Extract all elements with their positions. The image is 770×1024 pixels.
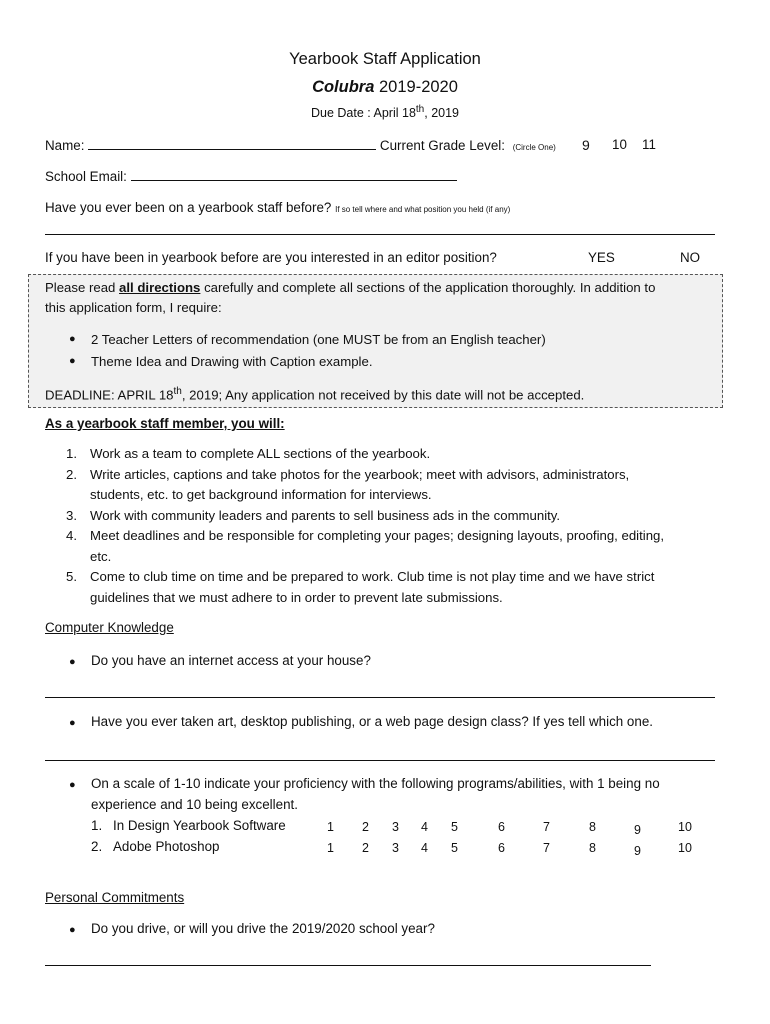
deadline-text: DEADLINE: APRIL 18 xyxy=(45,387,174,403)
duty-text: guidelines that we must adhere to in order to prevent late submissions. xyxy=(90,589,503,605)
program-number: 2. xyxy=(91,839,103,854)
rating-option[interactable]: 2 xyxy=(362,820,369,834)
rating-option[interactable]: 8 xyxy=(589,820,596,834)
staff-answer-line[interactable] xyxy=(45,234,715,235)
duty-item xyxy=(66,465,770,506)
email-label: School Email: xyxy=(45,169,127,184)
rating-option[interactable]: 5 xyxy=(451,841,458,855)
grade-option-9[interactable]: 9 xyxy=(582,137,590,153)
computer-heading: Computer Knowledge xyxy=(45,620,174,635)
duty-item xyxy=(66,567,770,608)
proficiency-question-line-1: On a scale of 1-10 indicate your proficiency with the following programs/abilities, with 1 being no xyxy=(91,776,660,791)
school-year: 2019-2020 xyxy=(379,78,458,96)
rating-option[interactable]: 10 xyxy=(678,841,692,855)
rating-option[interactable]: 5 xyxy=(451,820,458,834)
directions-lead: Please read xyxy=(45,280,120,295)
due-date-year: , 2019 xyxy=(424,106,460,121)
internet-question: Do you have an internet access at your house? xyxy=(91,653,371,668)
due-date-text: Due Date : April 18 xyxy=(310,106,416,121)
duty-number: 1. xyxy=(66,446,77,461)
grade-label: Current Grade Level: xyxy=(379,138,505,153)
duties-list xyxy=(45,444,770,608)
duty-item xyxy=(66,444,770,465)
rating-option[interactable]: 8 xyxy=(589,841,596,855)
name-label: Name: xyxy=(45,138,85,153)
personal-heading: Personal Commitments xyxy=(45,890,185,905)
email-row xyxy=(45,168,457,184)
drive-question: Do you drive, or will you drive the 2019/2020 school year? xyxy=(91,921,435,936)
deadline-rest: , 2019; Any application not received by this date will not be accepted. xyxy=(181,387,585,403)
duty-text: Meet deadlines and be responsible for completing your pages; designing layouts, proofing, editing, xyxy=(90,528,665,543)
duties-heading: As a yearbook staff member, you will: xyxy=(45,416,285,431)
duty-number: 3. xyxy=(66,507,77,523)
duty-item xyxy=(66,526,770,567)
rating-option[interactable]: 1 xyxy=(327,841,334,855)
staff-question-row xyxy=(45,200,510,215)
rating-option[interactable]: 6 xyxy=(498,841,505,855)
name-field[interactable] xyxy=(88,137,376,150)
duty-number: 4. xyxy=(66,528,77,543)
rating-option[interactable]: 9 xyxy=(634,823,641,837)
rating-option[interactable]: 4 xyxy=(421,820,428,834)
deadline-notice xyxy=(45,382,584,405)
page-subtitle xyxy=(0,78,770,97)
grade-hint: (Circle One) xyxy=(512,143,556,152)
duty-text: Work with community leaders and parents to sell business ads in the community. xyxy=(90,507,561,523)
directions-line-2: this application form, I require: xyxy=(45,300,222,315)
duty-text: Work as a team to complete ALL sections of the yearbook. xyxy=(90,446,431,461)
publication-name: Colubra xyxy=(312,78,375,96)
staff-hint: If so tell where and what position you held (if any) xyxy=(335,205,511,214)
bullet-icon: ● xyxy=(69,779,76,791)
editor-no[interactable]: NO xyxy=(680,250,701,265)
duty-text: etc. xyxy=(90,548,112,564)
deadline-sup: th xyxy=(173,386,182,397)
program-name: Adobe Photoshop xyxy=(113,839,220,854)
editor-yes[interactable]: YES xyxy=(588,250,615,265)
grade-option-10[interactable]: 10 xyxy=(612,137,627,152)
directions-line-1 xyxy=(45,278,655,298)
program-number: 1. xyxy=(91,818,103,833)
rating-option[interactable]: 3 xyxy=(392,820,399,834)
rating-option[interactable]: 4 xyxy=(421,841,428,855)
rating-option[interactable]: 7 xyxy=(543,820,550,834)
rating-option[interactable]: 2 xyxy=(362,841,369,855)
rating-option[interactable]: 10 xyxy=(678,820,692,834)
rating-option[interactable]: 6 xyxy=(498,820,505,834)
staff-question: Have you ever been on a yearbook staff before? xyxy=(45,200,332,215)
email-field[interactable] xyxy=(131,168,457,181)
internet-answer-line[interactable] xyxy=(45,697,715,698)
due-date-sup: th xyxy=(415,104,425,115)
grade-option-11[interactable]: 11 xyxy=(642,137,656,152)
editor-question: If you have been in yearbook before are you interested in an editor position? xyxy=(45,250,497,265)
directions-emphasis: all directions xyxy=(119,280,201,295)
program-name: In Design Yearbook Software xyxy=(113,818,286,833)
rating-option[interactable]: 1 xyxy=(327,820,334,834)
bullet-icon: ● xyxy=(69,355,76,367)
duty-text: Write articles, captions and take photos for the yearbook; meet with advisors, administrators, xyxy=(90,466,630,482)
bullet-icon: ● xyxy=(69,924,76,936)
bullet-icon: ● xyxy=(69,333,76,345)
name-row xyxy=(45,137,556,153)
duty-item xyxy=(66,506,770,527)
duty-number: 5. xyxy=(66,569,77,584)
bullet-icon: ● xyxy=(69,717,76,729)
class-answer-line[interactable] xyxy=(45,760,715,761)
duty-text: Come to club time on time and be prepared to work. Club time is not play time and we have strict xyxy=(90,569,655,584)
proficiency-question-line-2: experience and 10 being excellent. xyxy=(91,797,298,812)
duty-number: 2. xyxy=(66,466,77,482)
requirement-item: Theme Idea and Drawing with Caption example. xyxy=(91,354,373,369)
directions-rest: carefully and complete all sections of the application thoroughly. In addition to xyxy=(200,280,656,295)
bullet-icon: ● xyxy=(69,656,76,668)
duty-text: students, etc. to get background information for interviews. xyxy=(90,487,432,502)
rating-option[interactable]: 9 xyxy=(634,844,641,858)
page-title: Yearbook Staff Application xyxy=(289,50,481,68)
rating-option[interactable]: 3 xyxy=(392,841,399,855)
rating-option[interactable]: 7 xyxy=(543,841,550,855)
requirement-item: 2 Teacher Letters of recommendation (one MUST be from an English teacher) xyxy=(91,332,546,347)
class-question: Have you ever taken art, desktop publishing, or a web page design class? If yes tell which one. xyxy=(91,714,653,729)
due-date xyxy=(0,104,770,120)
drive-answer-line[interactable] xyxy=(45,965,651,966)
